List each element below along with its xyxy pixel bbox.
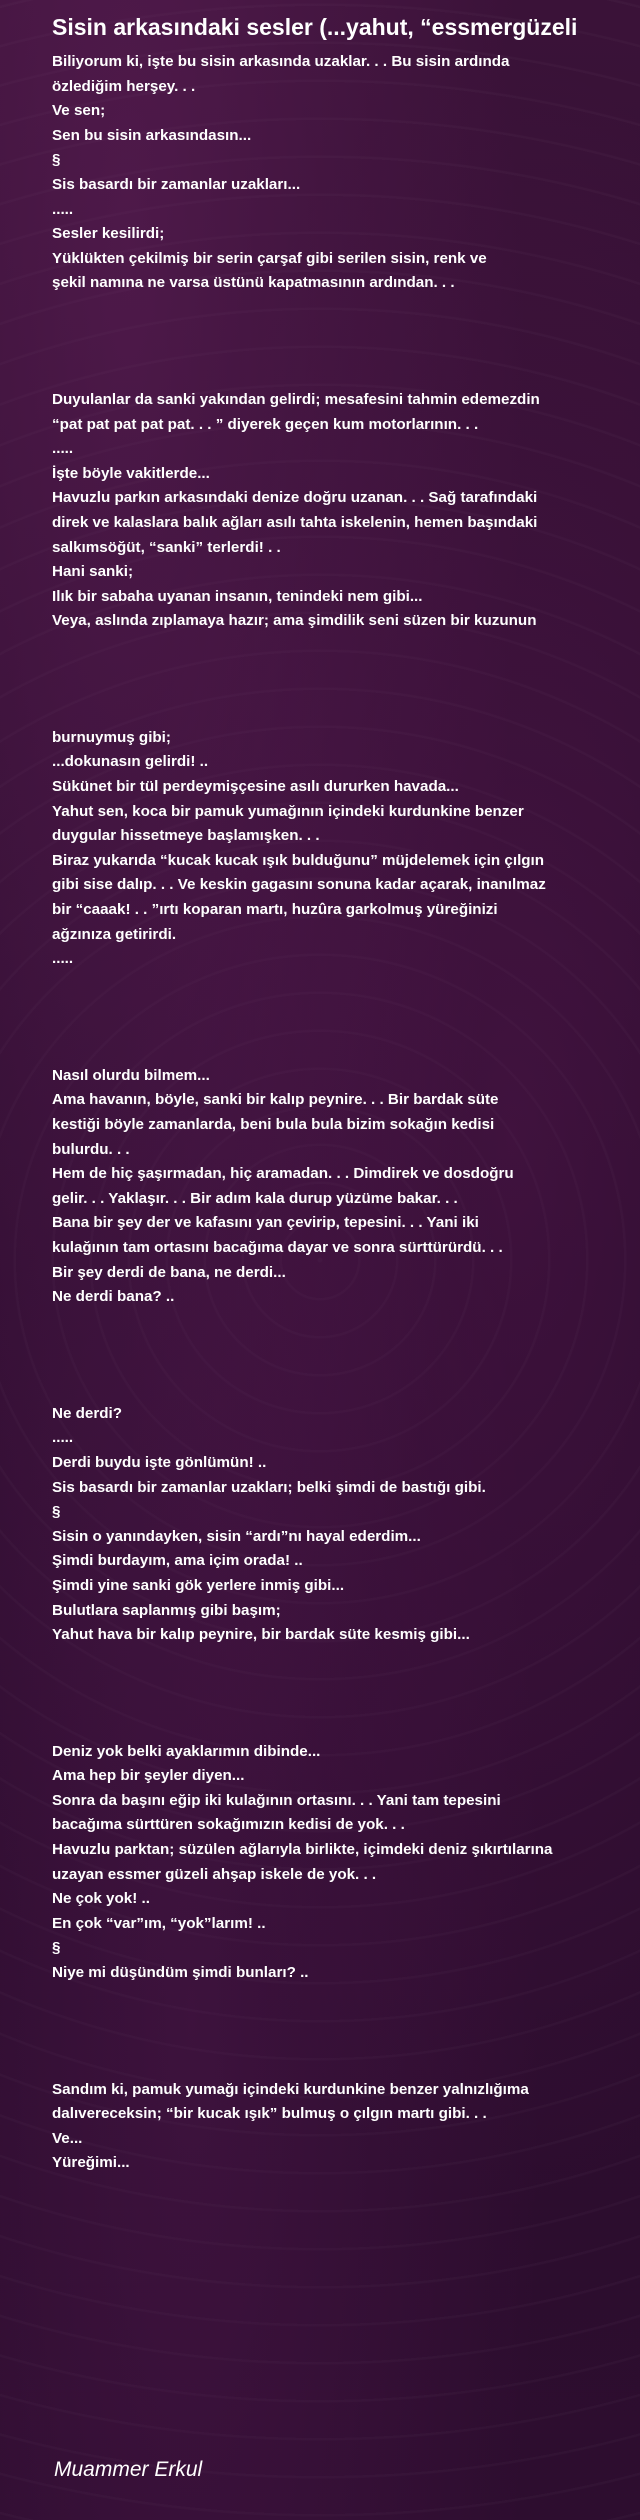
- poem-line: Hem de hiç şaşırmadan, hiç aramadan. . . Dimdirek ve dosdoğru: [52, 1165, 514, 1183]
- poem-line: bulurdu. . .: [52, 1140, 130, 1158]
- poem-line: Sis basardı bir zamanlar uzakları; belki şimdi de bastığı gibi.: [52, 1478, 486, 1496]
- poem-line: Sis basardı bir zamanlar uzakları...: [52, 175, 301, 193]
- poem-line: Yüklükten çekilmiş bir serin çarşaf gibi serilen sisin, renk ve: [52, 249, 487, 267]
- poem-line: ...dokunasın gelirdi! ..: [52, 753, 209, 771]
- poem-line: Ilık bir sabaha uyanan insanın, tenindeki nem gibi...: [52, 587, 423, 605]
- stanza: [52, 1402, 632, 1648]
- poem-line: Biraz yukarıda “kucak kucak ışık bulduğunu” müjdelemek için çılgın: [52, 851, 545, 869]
- stanza: [52, 2078, 632, 2176]
- poem-title: Sisin arkasındaki sesler (...yahut, “essmergüzeli: [52, 14, 578, 40]
- poem-line: Derdi buydu işte gönlümün! ..: [52, 1453, 267, 1471]
- stanza: [52, 50, 632, 296]
- poem-line: Ne çok yok! ..: [52, 1890, 150, 1908]
- author-name: Muammer Erkul: [54, 2458, 203, 2481]
- poem-line: .....: [52, 440, 74, 458]
- stanza: [52, 726, 632, 972]
- poem-line: Niye mi düşündüm şimdi bunları? ..: [52, 1964, 309, 1982]
- poem-line: Bir şey derdi de bana, ne derdi...: [52, 1263, 286, 1281]
- poem-line: Havuzlu parkın arkasındaki denize doğru uzanan. . . Sağ tarafındaki: [52, 489, 538, 507]
- stanza: [52, 1064, 632, 1310]
- poem-line: Ve...: [52, 2129, 83, 2147]
- poem-body: [52, 50, 632, 2268]
- poem-line: burnuymuş gibi;: [52, 728, 171, 746]
- poem-line: Yahut hava bir kalıp peynire, bir bardak süte kesmiş gibi...: [52, 1626, 470, 1644]
- poem-line: uzayan essmer güzeli ahşap iskele de yok. . .: [52, 1865, 377, 1883]
- poem-line: Sandım ki, pamuk yumağı içindeki kurdunkine benzer yalnızlığıma: [52, 2080, 529, 2098]
- poem-line: direk ve kalaslara balık ağları asılı tahta iskelenin, hemen başındaki: [52, 513, 538, 531]
- poem-line: Bana bir şey der ve kafasını yan çevirip, tepesini. . . Yani iki: [52, 1214, 479, 1232]
- stanza: [52, 388, 632, 634]
- poem-line: Havuzlu parktan; süzülen ağlarıyla birlikte, içimdeki deniz şıkırtılarına: [52, 1841, 553, 1859]
- poem-line: kulağının tam ortasını bacağıma dayar ve sonra sürttürürdü. . .: [52, 1238, 503, 1256]
- poem-line: duygular hissetmeye başlamışken. . .: [52, 827, 320, 845]
- stanza: [52, 1740, 632, 1986]
- poem-line: gibi sise dalıp. . . Ve keskin gagasını sonuna kadar açarak, inanılmaz: [52, 876, 546, 894]
- poem-line: Hani sanki;: [52, 563, 134, 581]
- poem-line: Bulutlara saplanmış gibi başım;: [52, 1601, 281, 1619]
- poem-line: §: [52, 1503, 61, 1521]
- poem-line: Sükünet bir tül perdeymişçesine asılı dururken havada...: [52, 778, 459, 796]
- poem-line: Ama havanın, böyle, sanki bir kalıp peynire. . . Bir bardak süte: [52, 1091, 499, 1109]
- poem-line: Şimdi yine sanki gök yerlere inmiş gibi...: [52, 1576, 345, 1594]
- poem-line: özlediğim herşey. . .: [52, 77, 196, 95]
- poem-line: Ve sen;: [52, 102, 106, 120]
- poem-line: En çok “var”ım, “yok”larım! ..: [52, 1914, 266, 1932]
- poem-line: kestiği böyle zamanlarda, beni bula bula bizim sokağın kedisi: [52, 1116, 495, 1133]
- poem-line: .....: [52, 200, 74, 218]
- poem-line: Veya, aslında zıplamaya hazır; ama şimdilik seni süzen bir kuzunun: [52, 612, 537, 630]
- poem-line: “pat pat pat pat pat. . . ” diyerek geçen kum motorlarının. . .: [52, 415, 479, 433]
- poem-line: Sonra da başını eğip iki kulağının ortasını. . . Yani tam tepesini: [52, 1791, 501, 1809]
- poem-line: .....: [52, 1429, 74, 1447]
- poem-line: salkımsöğüt, “sanki” terlerdi! . .: [52, 538, 281, 556]
- poem-line: Sen bu sisin arkasındasın...: [52, 126, 252, 144]
- poem-line: .....: [52, 950, 74, 968]
- poem-line: Duyulanlar da sanki yakından gelirdi; mesafesini tahmin edemezdin: [52, 390, 540, 408]
- poem-line: Ne derdi?: [52, 1404, 123, 1422]
- poem-line: Biliyorum ki, işte bu sisin arkasında uzaklar. . . Bu sisin ardında: [52, 53, 510, 70]
- poem-line: bacağıma sürttüren sokağımızın kedisi de yok. . .: [52, 1816, 405, 1834]
- poem-line: Şimdi burdayım, ama içim orada! ..: [52, 1552, 303, 1570]
- poem-line: dalıvereceksin; “bir kucak ışık” bulmuş o çılgın martı gibi. . .: [52, 2105, 487, 2123]
- poem-line: İşte böyle vakitlerde...: [52, 464, 210, 482]
- poem-line: §: [52, 151, 61, 169]
- poem-line: şekil namına ne varsa üstünü kapatmasının ardından. . .: [52, 274, 455, 292]
- poem-line: Yahut sen, koca bir pamuk yumağının içindeki kurdunkine benzer: [52, 802, 524, 820]
- poem-line: Deniz yok belki ayaklarımın dibinde...: [52, 1742, 321, 1760]
- poem-line: Sesler kesilirdi;: [52, 225, 165, 243]
- poem-line: Ne derdi bana? ..: [52, 1288, 175, 1306]
- poem-line: ağzınıza getirirdi.: [52, 925, 177, 943]
- poem-line: §: [52, 1939, 61, 1957]
- poem-line: Sisin o yanındayken, sisin “ardı”nı hayal ederdim...: [52, 1527, 421, 1545]
- poem-line: bir “caaak! . . ”ırtı koparan martı, huzûra garkolmuş yüreğinizi: [52, 901, 498, 919]
- poem-line: Yüreğimi...: [52, 2154, 130, 2172]
- poem-line: Ama hep bir şeyler diyen...: [52, 1767, 245, 1785]
- poem-line: gelir. . . Yaklaşır. . . Bir adım kala durup yüzüme bakar. . .: [52, 1189, 458, 1207]
- poem-line: Nasıl olurdu bilmem...: [52, 1066, 210, 1084]
